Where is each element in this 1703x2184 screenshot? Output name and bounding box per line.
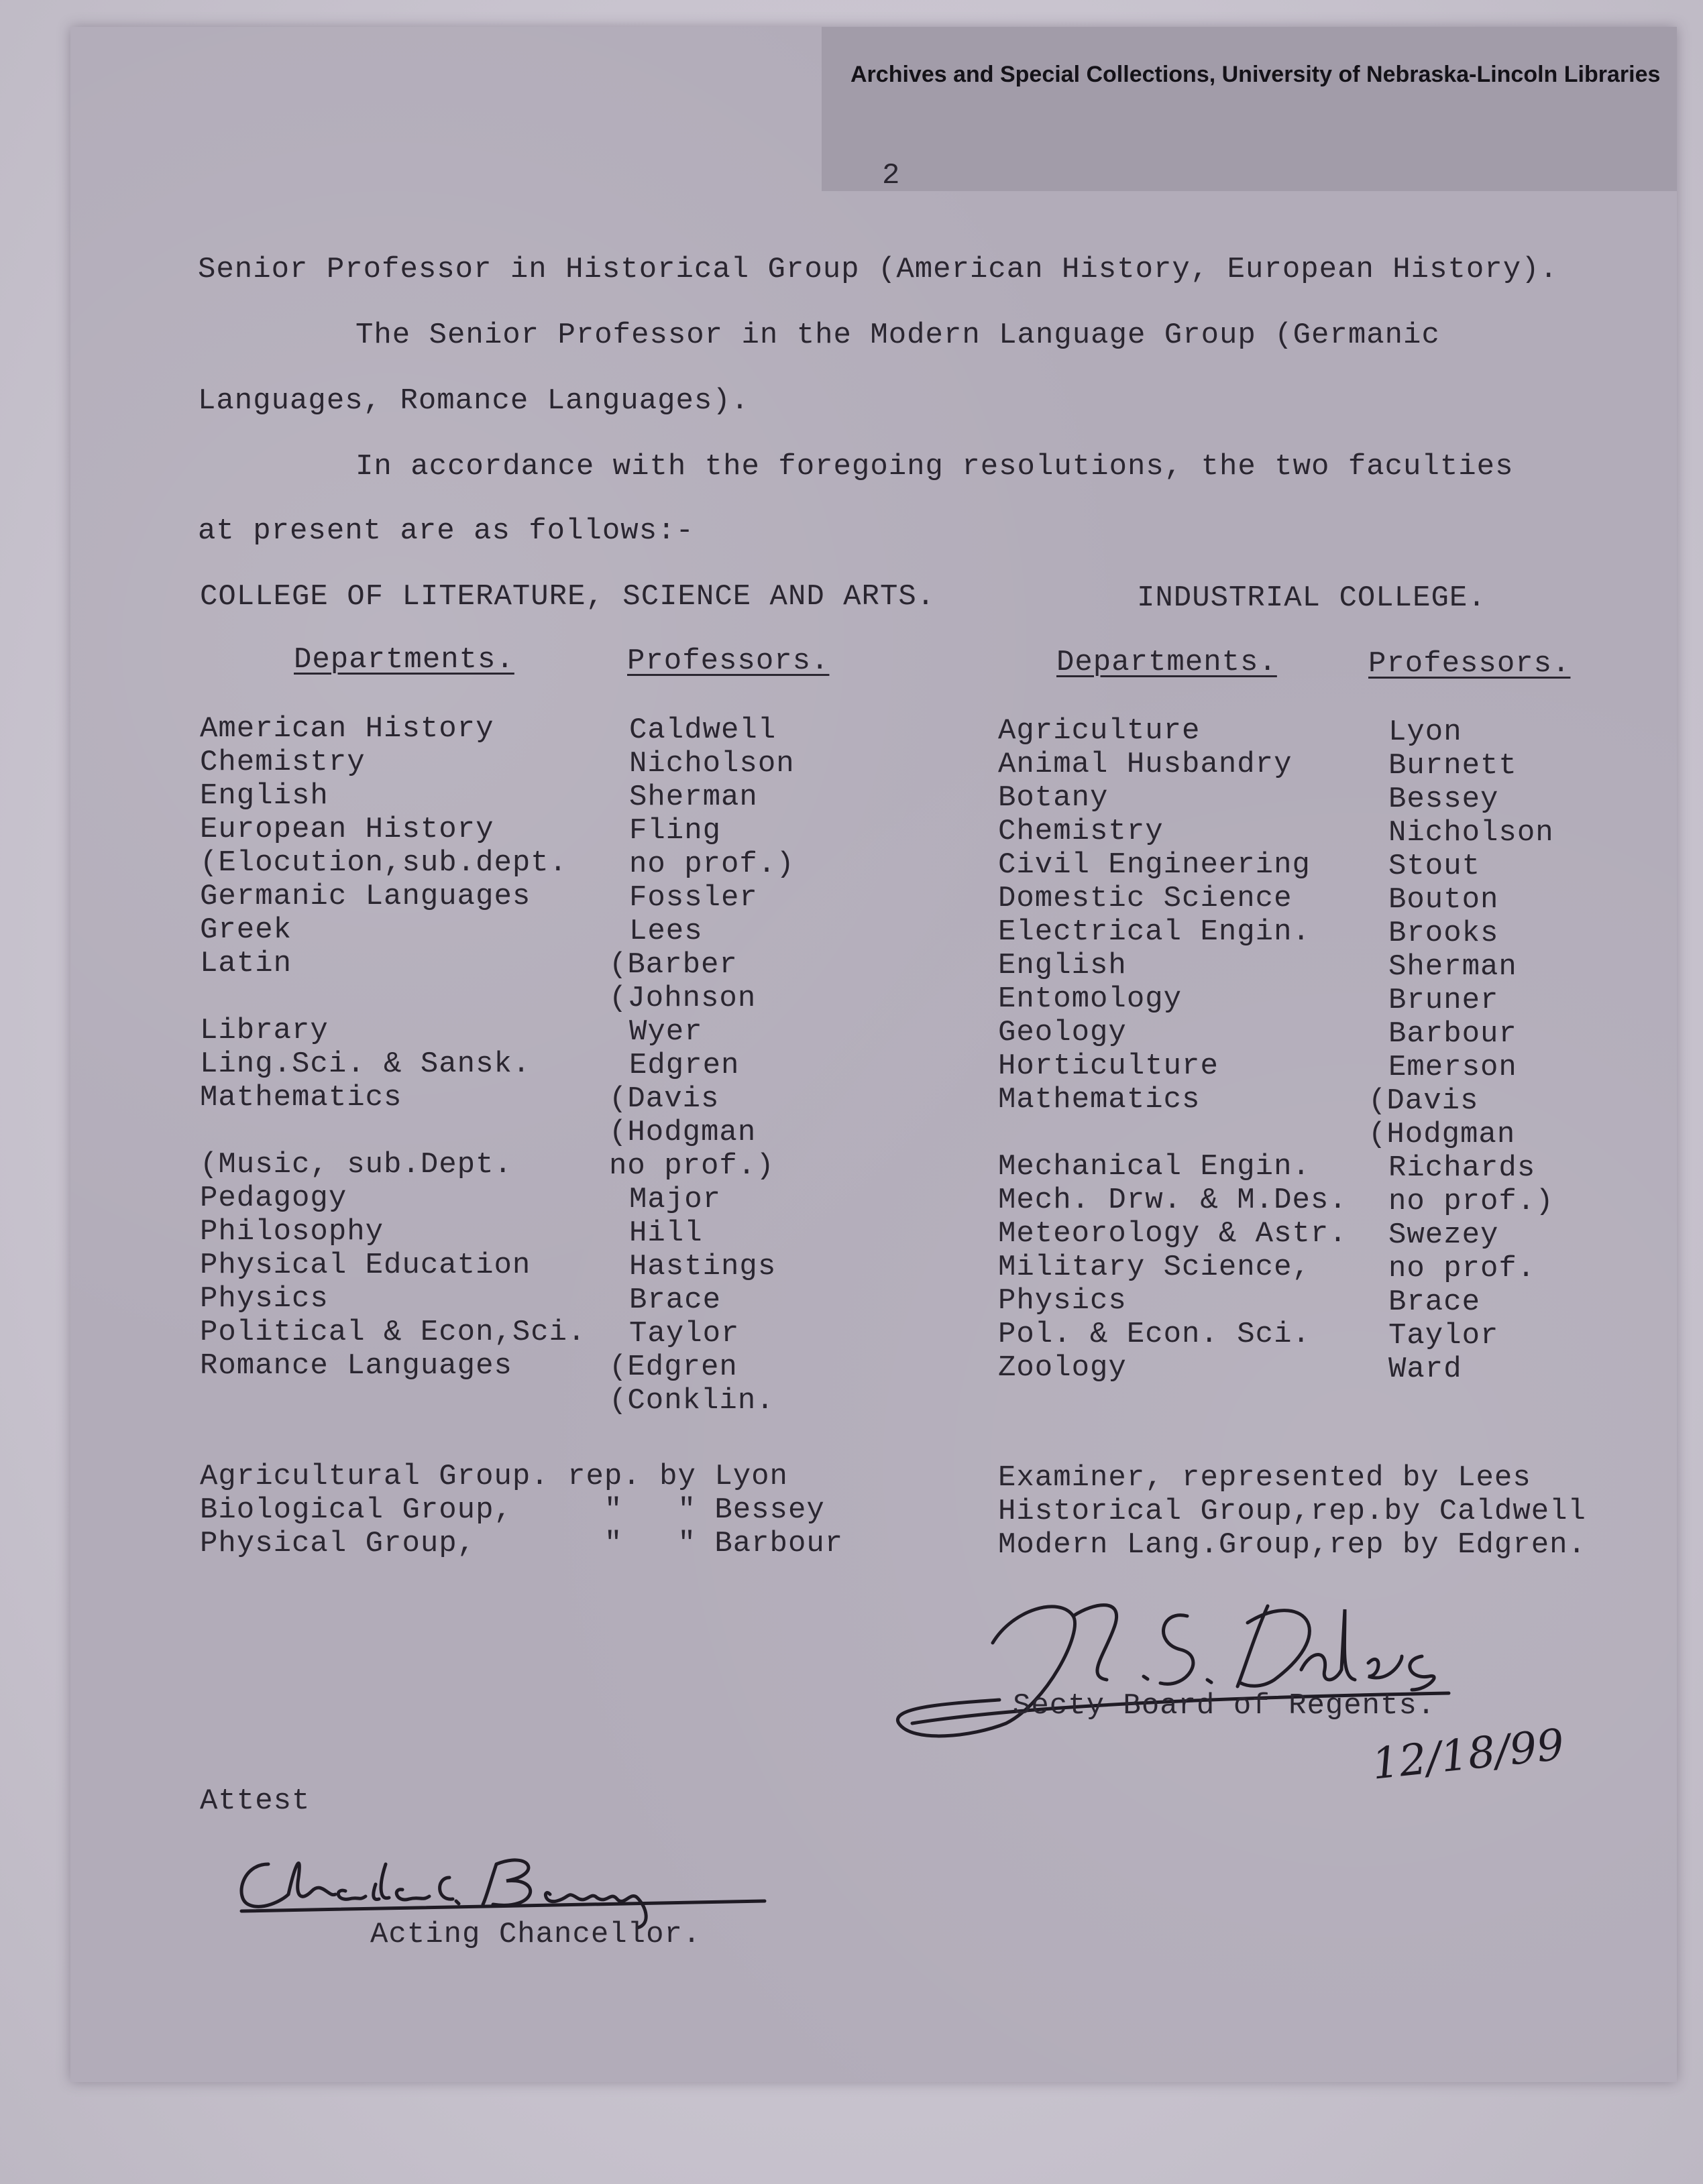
group-line: Biological Group, " " Bessey	[200, 1493, 825, 1527]
table-row: Pol. & Econ. Sci.	[998, 1318, 1311, 1351]
college-left-title: COLLEGE OF LITERATURE, SCIENCE AND ARTS.	[200, 580, 936, 614]
table-row: Philosophy	[200, 1215, 384, 1249]
table-row: Geology	[998, 1016, 1127, 1049]
table-row: (Johnson	[609, 982, 757, 1015]
table-row: Barbour	[1388, 1017, 1517, 1051]
table-row: Fling	[629, 814, 722, 848]
table-row: Romance Languages	[200, 1349, 512, 1383]
table-row: Political & Econ,Sci.	[200, 1316, 586, 1349]
table-row	[998, 1118, 1348, 1152]
table-row: English	[200, 779, 329, 813]
table-row: Bessey	[1388, 783, 1499, 816]
left-departments-header: Departments.	[294, 643, 514, 677]
table-row: Hill	[629, 1216, 703, 1250]
right-departments-header: Departments.	[1056, 646, 1277, 679]
groups-left	[200, 1462, 843, 1562]
regent-title: Secty Board of Regents.	[1013, 1689, 1436, 1723]
table-row: (Davis	[609, 1082, 720, 1116]
table-row: (Edgren	[609, 1350, 738, 1384]
table-row: Stout	[1388, 850, 1481, 883]
table-row: Military Science,	[998, 1251, 1311, 1284]
table-row: Hastings	[629, 1250, 777, 1283]
table-row: Botany	[998, 781, 1109, 815]
group-line: Modern Lang.Group,rep by Edgren.	[998, 1528, 1586, 1562]
table-row: Physics	[200, 1282, 329, 1316]
table-row: Entomology	[998, 982, 1183, 1016]
body-line-4: In accordance with the foregoing resolutions, the two faculties	[355, 450, 1514, 483]
table-row: Physics	[998, 1284, 1127, 1318]
table-row: Major	[629, 1183, 722, 1216]
table-row: Bruner	[1388, 984, 1499, 1017]
group-line: Agricultural Group. rep. by Lyon	[200, 1460, 788, 1493]
table-row: Richards	[1388, 1151, 1536, 1185]
table-row: Library	[200, 1014, 329, 1047]
table-row: Animal Husbandry	[998, 748, 1293, 781]
table-row	[200, 1116, 586, 1150]
table-row: (Barber	[609, 948, 738, 982]
table-row: Wyer	[629, 1015, 703, 1049]
groups-right	[998, 1463, 1586, 1564]
table-row: Mech. Drw. & M.Des.	[998, 1184, 1348, 1217]
table-row: Fossler	[629, 881, 758, 915]
college-right-title: INDUSTRIAL COLLEGE.	[1137, 581, 1486, 615]
table-row: (Hodgman	[609, 1116, 757, 1149]
table-row: Latin	[200, 947, 292, 980]
body-line-5: at present are as follows:-	[198, 514, 694, 548]
right-departments-column	[998, 716, 1348, 1387]
table-row: Nicholson	[629, 747, 795, 781]
table-row: Lyon	[1388, 715, 1462, 749]
table-row: Edgren	[629, 1049, 740, 1082]
attest-title: Acting Chancellor.	[370, 1918, 702, 1951]
table-row: Mathematics	[998, 1083, 1201, 1116]
table-row: Domestic Science	[998, 882, 1293, 915]
table-row: Pedagogy	[200, 1182, 347, 1215]
table-row: Brooks	[1388, 917, 1499, 950]
table-row: Nicholson	[1388, 816, 1554, 850]
left-professors-header: Professors.	[627, 644, 830, 678]
table-row: Ward	[1388, 1353, 1462, 1386]
body-line-2: The Senior Professor in the Modern Language Group (Germanic	[355, 319, 1440, 352]
table-row: Meteorology & Astr.	[998, 1217, 1348, 1251]
left-departments-column	[200, 714, 586, 1418]
table-row: Agriculture	[998, 714, 1201, 748]
table-row: American History	[200, 712, 494, 746]
left-professors-column	[609, 715, 795, 1420]
table-row: Chemistry	[998, 815, 1164, 848]
table-row: (Hodgman	[1368, 1118, 1516, 1151]
table-row: Mechanical Engin.	[998, 1150, 1311, 1184]
table-row: Brace	[629, 1283, 722, 1317]
table-row: Zoology	[998, 1351, 1127, 1385]
body-line-3: Languages, Romance Languages).	[198, 384, 750, 418]
table-row: Civil Engineering	[998, 848, 1311, 882]
table-row: Sherman	[1388, 950, 1517, 984]
regent-signature-date: 12/18/99	[1369, 1720, 1567, 1790]
table-row: Burnett	[1388, 749, 1517, 783]
table-row: Sherman	[629, 781, 758, 814]
table-row: Greek	[200, 913, 292, 947]
chancellor-signature	[228, 1837, 818, 1931]
table-row: (Conklin.	[609, 1384, 775, 1418]
table-row: Taylor	[1388, 1319, 1499, 1353]
table-row: Bouton	[1388, 883, 1499, 917]
table-row: (Davis	[1368, 1084, 1479, 1118]
table-row	[200, 1385, 586, 1418]
table-row: no prof.)	[1388, 1185, 1554, 1218]
table-row: (Elocution,sub.dept.	[200, 846, 568, 880]
body-line-1: Senior Professor in Historical Group (American History, European History).	[198, 253, 1558, 286]
table-row: Horticulture	[998, 1049, 1219, 1083]
table-row: Caldwell	[629, 713, 777, 747]
table-row: no prof.)	[609, 1149, 775, 1183]
right-professors-header: Professors.	[1368, 647, 1571, 681]
archive-label-band	[822, 27, 1677, 191]
group-line: Physical Group, " " Barbour	[200, 1527, 844, 1560]
regent-signature	[872, 1569, 1476, 1757]
table-row: Mathematics	[200, 1081, 402, 1114]
table-row: Lees	[629, 915, 703, 948]
table-row: Emerson	[1388, 1051, 1517, 1084]
table-row: Swezey	[1388, 1218, 1499, 1252]
table-row: Electrical Engin.	[998, 915, 1311, 949]
group-line: Examiner, represented by Lees	[998, 1461, 1531, 1495]
table-row: Physical Education	[200, 1249, 531, 1282]
table-row: (Music, sub.Dept.	[200, 1148, 512, 1182]
table-row	[200, 982, 586, 1016]
table-row: Ling.Sci. & Sansk.	[200, 1047, 531, 1081]
table-row: Chemistry	[200, 746, 366, 779]
table-row: no prof.	[1388, 1252, 1536, 1285]
attest-label: Attest	[200, 1784, 311, 1818]
right-professors-column	[1368, 717, 1554, 1388]
table-row: Taylor	[629, 1317, 740, 1350]
table-row: European History	[200, 813, 494, 846]
table-row: Germanic Languages	[200, 880, 531, 913]
archive-label: Archives and Special Collections, University of Nebraska-Lincoln Libraries	[850, 62, 1661, 87]
table-row: Brace	[1388, 1285, 1481, 1319]
page-number: 2	[882, 159, 901, 192]
table-row: no prof.)	[629, 848, 795, 881]
group-line: Historical Group,rep.by Caldwell	[998, 1495, 1586, 1528]
table-row: English	[998, 949, 1127, 982]
